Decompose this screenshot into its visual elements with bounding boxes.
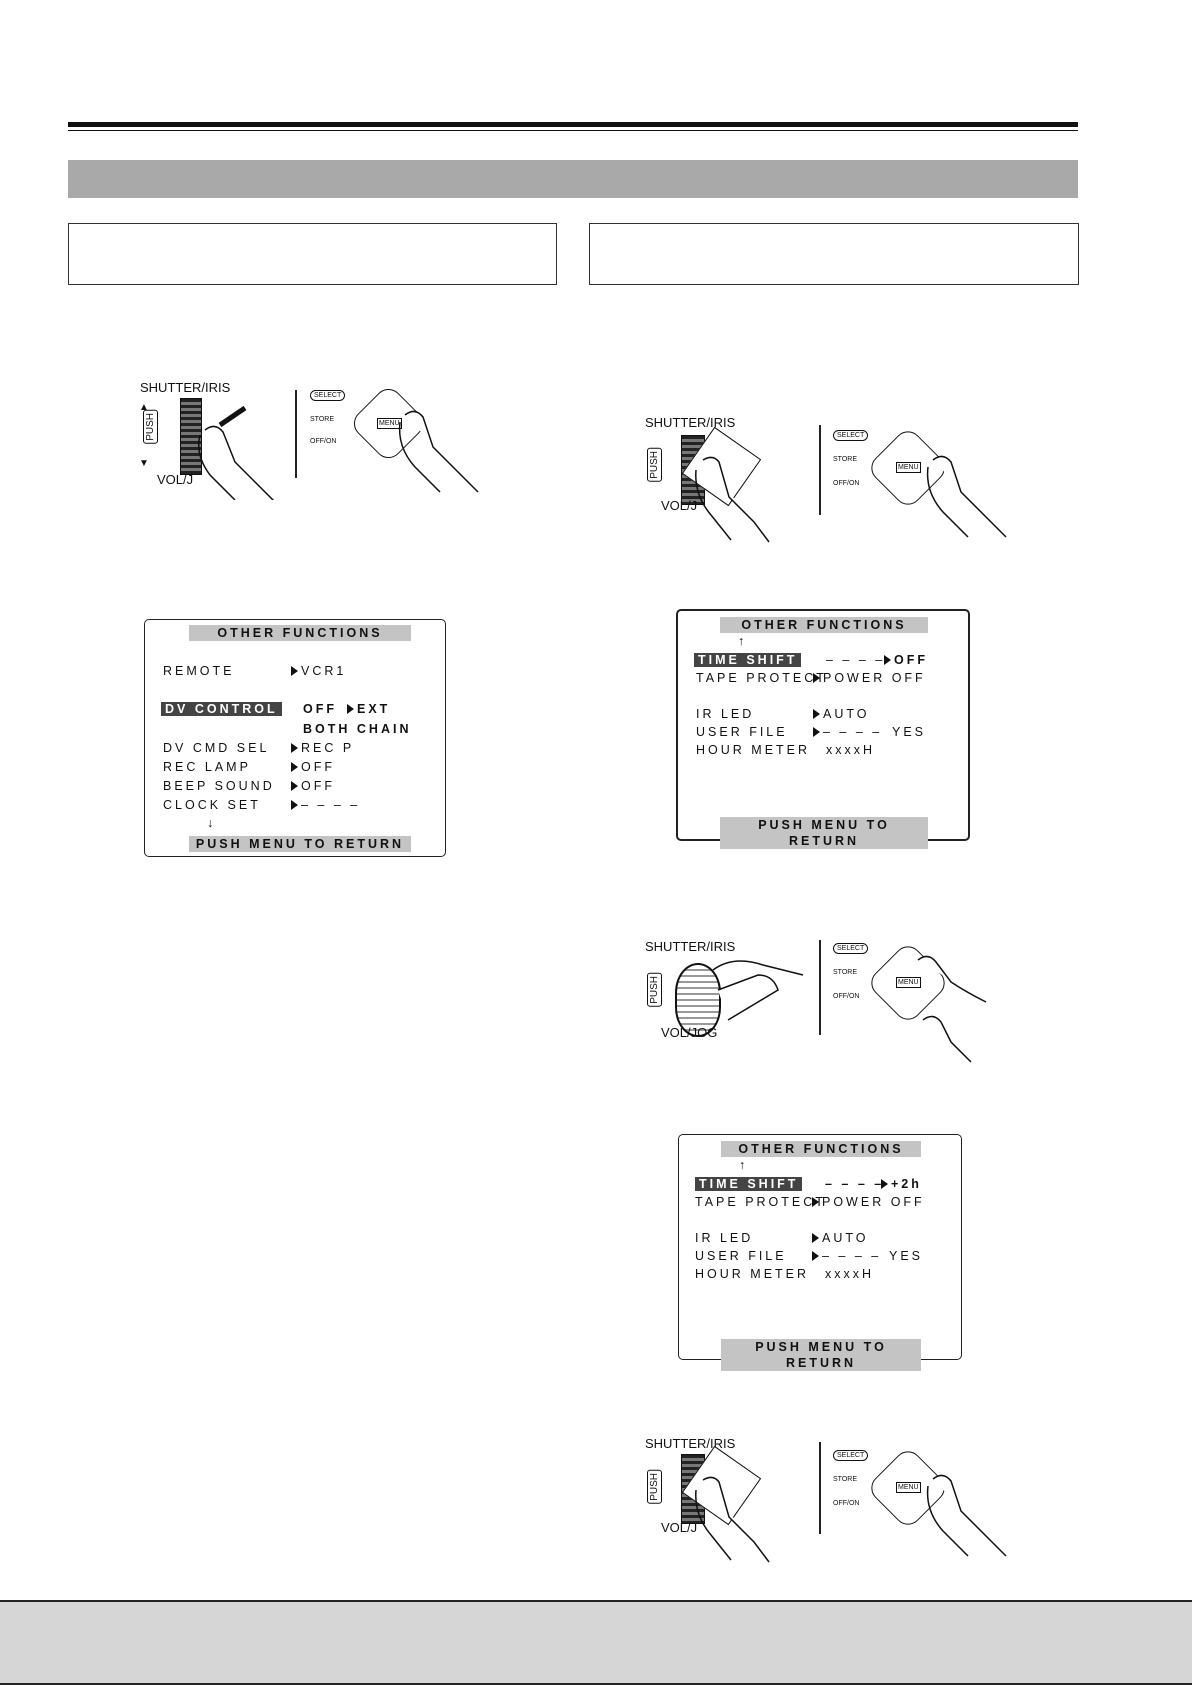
- menu-button: MENU: [898, 464, 919, 471]
- hand-icon: [175, 390, 285, 500]
- osd-row-label-highlighted: TIME SHIFT: [695, 1177, 802, 1191]
- illustration-left-1: [135, 380, 495, 500]
- top-rule-thin: [68, 130, 1078, 131]
- osd-row-label: HOUR METER: [695, 1267, 810, 1281]
- osd-row-label: IR LED: [695, 1231, 754, 1245]
- hand-icon-remote: [898, 945, 1008, 1070]
- store-button: STORE: [833, 969, 857, 976]
- store-button: STORE: [833, 1476, 857, 1483]
- select-button: SELECT: [833, 943, 868, 954]
- osd-row-label-highlighted: TIME SHIFT: [694, 653, 801, 667]
- osd-row-label: TAPE PROTECT: [695, 1195, 826, 1209]
- push-label: PUSH: [647, 1470, 662, 1504]
- select-button: SELECT: [833, 430, 868, 441]
- osd-row-value-selected: EXT: [347, 702, 390, 716]
- top-rule-thick: [68, 122, 1078, 127]
- osd-row-value: AUTO: [812, 1231, 869, 1245]
- push-label: PUSH: [647, 448, 662, 482]
- osd-header: OTHER FUNCTIONS: [721, 1141, 921, 1157]
- hand-icon: [693, 1470, 783, 1565]
- right-heading-box: [589, 223, 1079, 285]
- illustration-right-3: [643, 1432, 1023, 1567]
- menu-button: MENU: [898, 1484, 919, 1491]
- page-footer-band: [0, 1600, 1192, 1685]
- store-button: STORE: [310, 416, 334, 423]
- osd-row-value: YES: [892, 725, 927, 739]
- offon-button: OFF/ON: [833, 993, 860, 1000]
- osd-row-value: xxxxH: [825, 1267, 875, 1281]
- osd-row-value: REC P: [291, 741, 354, 755]
- osd-row-value-selected: +2h: [881, 1177, 922, 1191]
- offon-button: OFF/ON: [833, 480, 860, 487]
- select-button: SELECT: [833, 1450, 868, 1461]
- osd-row-label: HOUR METER: [696, 743, 811, 757]
- osd-row-label: USER FILE: [695, 1249, 787, 1263]
- osd-row-label-highlighted: DV CONTROL: [161, 702, 282, 716]
- osd-row-value: VCR1: [291, 664, 346, 678]
- osd-row-value: OFF: [291, 779, 335, 793]
- dial-label-top: SHUTTER/IRIS: [645, 1436, 736, 1451]
- osd-row-value: POWER OFF: [813, 671, 926, 685]
- osd-screen-right-1: [676, 609, 970, 848]
- down-arrow-icon: ↓: [207, 816, 217, 830]
- osd-row-label: REMOTE: [163, 664, 235, 678]
- osd-row-value: xxxxH: [826, 743, 876, 757]
- osd-header: OTHER FUNCTIONS: [189, 625, 411, 641]
- dial-label-top: SHUTTER/IRIS: [645, 415, 736, 430]
- osd-screen-right-2: [678, 1134, 962, 1370]
- up-triangle-icon: ▲: [139, 402, 149, 413]
- osd-row-value: – – – –: [291, 798, 360, 812]
- osd-row-value: OFF: [303, 702, 337, 716]
- select-button: SELECT: [310, 390, 345, 401]
- osd-footer: PUSH MENU TO RETURN: [189, 836, 411, 852]
- osd-row-value-selected: OFF: [884, 653, 928, 667]
- osd-header: OTHER FUNCTIONS: [720, 617, 928, 633]
- dial-label-top: SHUTTER/IRIS: [140, 380, 231, 395]
- push-label: PUSH: [647, 973, 662, 1007]
- osd-row-label: CLOCK SET: [163, 798, 261, 812]
- dial-label-bottom: VOL/J: [661, 498, 698, 513]
- push-label: PUSH: [143, 410, 158, 444]
- dial-label-top: SHUTTER/IRIS: [645, 939, 736, 954]
- osd-row-value: YES: [889, 1249, 924, 1263]
- osd-row-label: IR LED: [696, 707, 755, 721]
- dial-label-bottom: VOL/JOG: [661, 1025, 718, 1040]
- osd-row-value: BOTH CHAIN: [303, 722, 412, 736]
- hand-icon: [693, 450, 783, 545]
- offon-button: OFF/ON: [833, 1500, 860, 1507]
- osd-footer: PUSH MENU TO RETURN: [720, 817, 928, 849]
- osd-row-label: USER FILE: [696, 725, 788, 739]
- osd-row-label: BEEP SOUND: [163, 779, 275, 793]
- up-arrow-icon: ↑: [739, 1158, 749, 1172]
- menu-button: MENU: [379, 420, 400, 427]
- section-title-bar: [68, 160, 1078, 198]
- illustration-right-2: [643, 935, 1023, 1070]
- left-heading-box: [68, 223, 557, 285]
- menu-button: MENU: [898, 979, 919, 986]
- osd-row-value: POWER OFF: [812, 1195, 925, 1209]
- illustration-right-1: [643, 410, 1023, 545]
- up-arrow-icon: ↑: [738, 634, 748, 648]
- osd-row-label: REC LAMP: [163, 760, 251, 774]
- dial-label-bottom: VOL/J: [157, 472, 194, 487]
- osd-screen-left: [144, 619, 446, 857]
- osd-row-value: OFF: [291, 760, 335, 774]
- hand-icon: [703, 950, 813, 1040]
- osd-row-mid: – – – –: [826, 653, 886, 667]
- down-triangle-icon: ▼: [139, 458, 149, 469]
- osd-row-mid: – – – –: [813, 725, 882, 739]
- osd-row-mid: – – – –: [812, 1249, 881, 1263]
- offon-button: OFF/ON: [310, 438, 337, 445]
- store-button: STORE: [833, 456, 857, 463]
- osd-row-mid: – – – –: [825, 1177, 885, 1191]
- dial-label-bottom: VOL/J: [661, 1520, 698, 1535]
- osd-row-label: DV CMD SEL: [163, 741, 270, 755]
- hand-icon-remote: [395, 400, 495, 500]
- hand-icon-remote: [923, 445, 1023, 545]
- osd-row-label: TAPE PROTECT: [696, 671, 827, 685]
- hand-icon-remote: [923, 1464, 1023, 1564]
- osd-row-value: AUTO: [813, 707, 870, 721]
- osd-footer: PUSH MENU TO RETURN: [721, 1339, 921, 1371]
